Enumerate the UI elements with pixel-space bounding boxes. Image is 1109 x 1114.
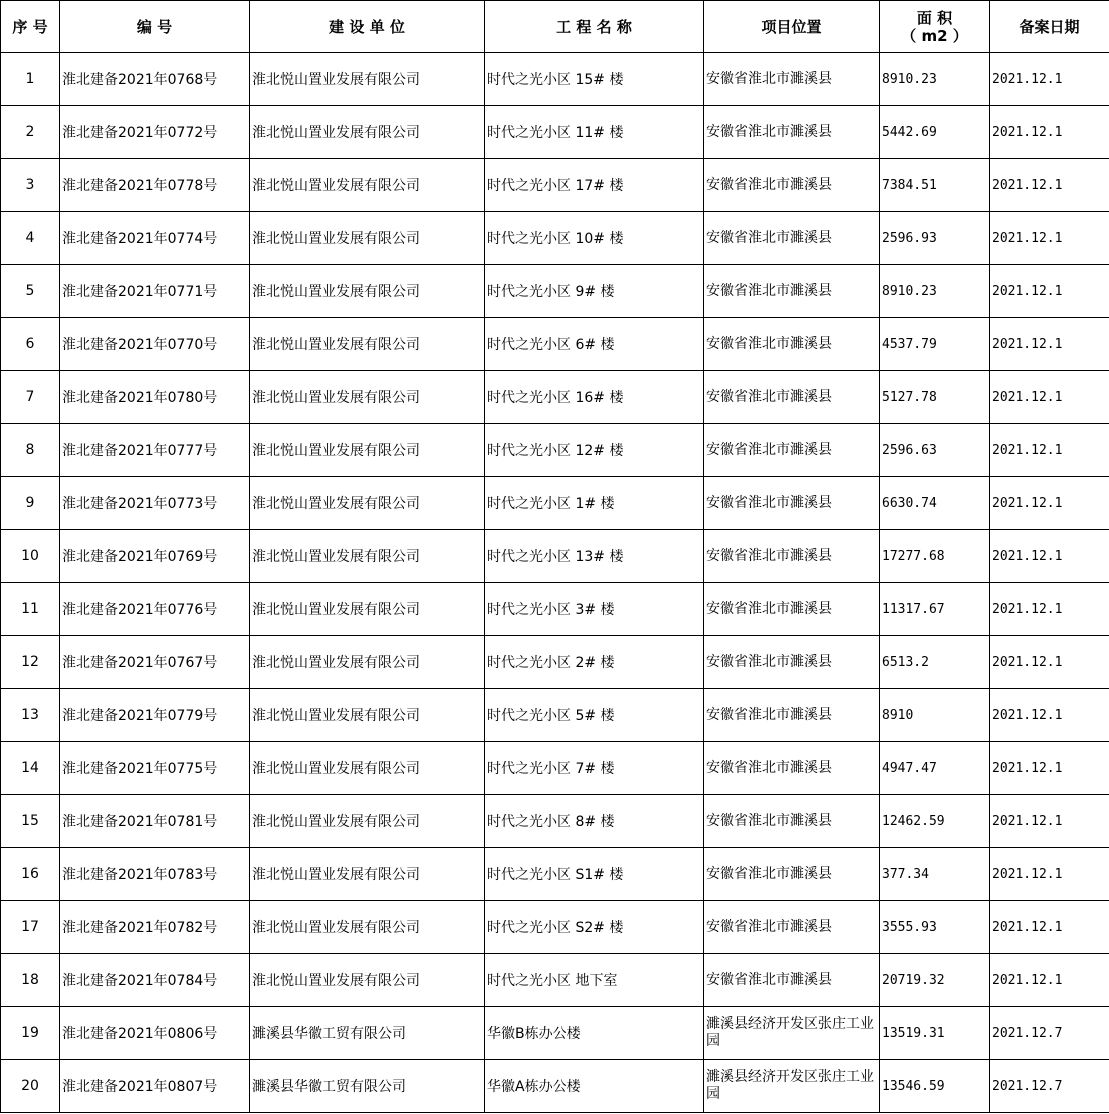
cell-area: 5442.69 [880, 106, 990, 159]
cell-unit: 淮北悦山置业发展有限公司 [250, 106, 485, 159]
table-row [1, 1007, 1109, 1060]
cell-location: 安徽省淮北市濉溪县 [704, 106, 880, 159]
cell-unit: 淮北悦山置业发展有限公司 [250, 689, 485, 742]
cell-code: 淮北建备2021年0776号 [60, 583, 250, 636]
cell-location: 安徽省淮北市濉溪县 [704, 424, 880, 477]
cell-date: 2021.12.1 [990, 636, 1109, 689]
table-row [1, 212, 1109, 265]
cell-unit: 淮北悦山置业发展有限公司 [250, 795, 485, 848]
cell-project: 时代之光小区 16# 楼 [485, 371, 704, 424]
cell-date: 2021.12.1 [990, 265, 1109, 318]
cell-area: 17277.68 [880, 530, 990, 583]
cell-project: 时代之光小区 13# 楼 [485, 530, 704, 583]
cell-date: 2021.12.1 [990, 371, 1109, 424]
table-row [1, 742, 1109, 795]
cell-project: 时代之光小区 S1# 楼 [485, 848, 704, 901]
table-row [1, 1060, 1109, 1113]
cell-location: 安徽省淮北市濉溪县 [704, 318, 880, 371]
cell-seq: 7 [1, 371, 60, 424]
cell-code: 淮北建备2021年0770号 [60, 318, 250, 371]
cell-location: 安徽省淮北市濉溪县 [704, 371, 880, 424]
cell-area: 4947.47 [880, 742, 990, 795]
cell-unit: 淮北悦山置业发展有限公司 [250, 583, 485, 636]
cell-seq: 8 [1, 424, 60, 477]
cell-location: 安徽省淮北市濉溪县 [704, 583, 880, 636]
cell-code: 淮北建备2021年0768号 [60, 53, 250, 106]
cell-project: 时代之光小区 11# 楼 [485, 106, 704, 159]
table-row [1, 530, 1109, 583]
header-seq: 序 号 [1, 1, 60, 53]
cell-date: 2021.12.1 [990, 53, 1109, 106]
cell-date: 2021.12.1 [990, 159, 1109, 212]
cell-code: 淮北建备2021年0774号 [60, 212, 250, 265]
cell-area: 11317.67 [880, 583, 990, 636]
cell-seq: 9 [1, 477, 60, 530]
cell-location: 安徽省淮北市濉溪县 [704, 636, 880, 689]
table-row [1, 583, 1109, 636]
cell-code: 淮北建备2021年0769号 [60, 530, 250, 583]
cell-date: 2021.12.1 [990, 954, 1109, 1007]
header-code: 编 号 [60, 1, 250, 53]
cell-unit: 淮北悦山置业发展有限公司 [250, 954, 485, 1007]
cell-date: 2021.12.1 [990, 742, 1109, 795]
cell-area: 6630.74 [880, 477, 990, 530]
cell-seq: 15 [1, 795, 60, 848]
table-row [1, 795, 1109, 848]
header-date: 备案日期 [990, 1, 1109, 53]
cell-project: 时代之光小区 9# 楼 [485, 265, 704, 318]
cell-area: 13519.31 [880, 1007, 990, 1060]
cell-project: 时代之光小区 S2# 楼 [485, 901, 704, 954]
cell-area: 13546.59 [880, 1060, 990, 1113]
cell-location: 安徽省淮北市濉溪县 [704, 742, 880, 795]
cell-project: 华徽A栋办公楼 [485, 1060, 704, 1113]
cell-location: 安徽省淮北市濉溪县 [704, 954, 880, 1007]
cell-date: 2021.12.1 [990, 477, 1109, 530]
cell-area: 8910.23 [880, 53, 990, 106]
cell-location: 安徽省淮北市濉溪县 [704, 212, 880, 265]
cell-unit: 淮北悦山置业发展有限公司 [250, 530, 485, 583]
cell-code: 淮北建备2021年0767号 [60, 636, 250, 689]
cell-area: 377.34 [880, 848, 990, 901]
table-row [1, 53, 1109, 106]
cell-location: 安徽省淮北市濉溪县 [704, 530, 880, 583]
cell-code: 淮北建备2021年0784号 [60, 954, 250, 1007]
cell-date: 2021.12.1 [990, 424, 1109, 477]
cell-seq: 5 [1, 265, 60, 318]
cell-code: 淮北建备2021年0781号 [60, 795, 250, 848]
cell-area: 3555.93 [880, 901, 990, 954]
cell-unit: 淮北悦山置业发展有限公司 [250, 212, 485, 265]
cell-code: 淮北建备2021年0777号 [60, 424, 250, 477]
cell-unit: 濉溪县华徽工贸有限公司 [250, 1007, 485, 1060]
cell-seq: 16 [1, 848, 60, 901]
cell-seq: 6 [1, 318, 60, 371]
table-row [1, 265, 1109, 318]
cell-location: 安徽省淮北市濉溪县 [704, 901, 880, 954]
cell-location: 安徽省淮北市濉溪县 [704, 689, 880, 742]
cell-date: 2021.12.1 [990, 318, 1109, 371]
cell-project: 时代之光小区 12# 楼 [485, 424, 704, 477]
cell-location: 安徽省淮北市濉溪县 [704, 477, 880, 530]
cell-seq: 3 [1, 159, 60, 212]
cell-location: 濉溪县经济开发区张庄工业园 [704, 1007, 880, 1060]
cell-seq: 18 [1, 954, 60, 1007]
cell-date: 2021.12.1 [990, 901, 1109, 954]
cell-project: 时代之光小区 10# 楼 [485, 212, 704, 265]
cell-date: 2021.12.1 [990, 689, 1109, 742]
cell-location: 安徽省淮北市濉溪县 [704, 159, 880, 212]
cell-project: 时代之光小区 2# 楼 [485, 636, 704, 689]
cell-unit: 淮北悦山置业发展有限公司 [250, 371, 485, 424]
cell-project: 时代之光小区 1# 楼 [485, 477, 704, 530]
cell-seq: 20 [1, 1060, 60, 1113]
cell-date: 2021.12.1 [990, 106, 1109, 159]
cell-date: 2021.12.7 [990, 1007, 1109, 1060]
cell-unit: 淮北悦山置业发展有限公司 [250, 159, 485, 212]
header-location: 项目位置 [704, 1, 880, 53]
cell-date: 2021.12.1 [990, 848, 1109, 901]
cell-seq: 11 [1, 583, 60, 636]
cell-area: 4537.79 [880, 318, 990, 371]
header-project: 工 程 名 称 [485, 1, 704, 53]
cell-area: 2596.93 [880, 212, 990, 265]
cell-project: 时代之光小区 3# 楼 [485, 583, 704, 636]
header-row [1, 1, 1109, 53]
header-area-line1: 面 积 [916, 8, 953, 27]
cell-project: 时代之光小区 15# 楼 [485, 53, 704, 106]
cell-seq: 2 [1, 106, 60, 159]
cell-unit: 淮北悦山置业发展有限公司 [250, 53, 485, 106]
cell-unit: 濉溪县华徽工贸有限公司 [250, 1060, 485, 1113]
cell-project: 时代之光小区 17# 楼 [485, 159, 704, 212]
cell-area: 20719.32 [880, 954, 990, 1007]
cell-code: 淮北建备2021年0806号 [60, 1007, 250, 1060]
table-row [1, 371, 1109, 424]
table-row [1, 106, 1109, 159]
cell-seq: 4 [1, 212, 60, 265]
cell-seq: 10 [1, 530, 60, 583]
cell-area: 2596.63 [880, 424, 990, 477]
table-row [1, 159, 1109, 212]
cell-code: 淮北建备2021年0783号 [60, 848, 250, 901]
cell-date: 2021.12.7 [990, 1060, 1109, 1113]
cell-area: 7384.51 [880, 159, 990, 212]
cell-code: 淮北建备2021年0807号 [60, 1060, 250, 1113]
cell-project: 时代之光小区 地下室 [485, 954, 704, 1007]
cell-code: 淮北建备2021年0772号 [60, 106, 250, 159]
cell-seq: 13 [1, 689, 60, 742]
cell-project: 时代之光小区 5# 楼 [485, 689, 704, 742]
cell-date: 2021.12.1 [990, 212, 1109, 265]
cell-seq: 12 [1, 636, 60, 689]
cell-code: 淮北建备2021年0775号 [60, 742, 250, 795]
cell-unit: 淮北悦山置业发展有限公司 [250, 424, 485, 477]
table-row [1, 901, 1109, 954]
table-row [1, 636, 1109, 689]
cell-date: 2021.12.1 [990, 530, 1109, 583]
cell-location: 安徽省淮北市濉溪县 [704, 848, 880, 901]
cell-unit: 淮北悦山置业发展有限公司 [250, 477, 485, 530]
cell-area: 6513.2 [880, 636, 990, 689]
cell-unit: 淮北悦山置业发展有限公司 [250, 318, 485, 371]
cell-project: 华徽B栋办公楼 [485, 1007, 704, 1060]
cell-project: 时代之光小区 7# 楼 [485, 742, 704, 795]
header-unit: 建 设 单 位 [250, 1, 485, 53]
table-row [1, 954, 1109, 1007]
cell-code: 淮北建备2021年0773号 [60, 477, 250, 530]
cell-unit: 淮北悦山置业发展有限公司 [250, 901, 485, 954]
header-area [880, 1, 990, 53]
cell-location: 安徽省淮北市濉溪县 [704, 53, 880, 106]
cell-code: 淮北建备2021年0778号 [60, 159, 250, 212]
table-row [1, 689, 1109, 742]
cell-date: 2021.12.1 [990, 583, 1109, 636]
table-row [1, 848, 1109, 901]
cell-area: 8910 [880, 689, 990, 742]
cell-seq: 17 [1, 901, 60, 954]
cell-date: 2021.12.1 [990, 795, 1109, 848]
cell-project: 时代之光小区 6# 楼 [485, 318, 704, 371]
cell-code: 淮北建备2021年0771号 [60, 265, 250, 318]
cell-area: 12462.59 [880, 795, 990, 848]
cell-code: 淮北建备2021年0779号 [60, 689, 250, 742]
cell-project: 时代之光小区 8# 楼 [485, 795, 704, 848]
cell-seq: 1 [1, 53, 60, 106]
cell-location: 濉溪县经济开发区张庄工业园 [704, 1060, 880, 1113]
cell-area: 5127.78 [880, 371, 990, 424]
cell-unit: 淮北悦山置业发展有限公司 [250, 636, 485, 689]
cell-unit: 淮北悦山置业发展有限公司 [250, 848, 485, 901]
cell-code: 淮北建备2021年0782号 [60, 901, 250, 954]
cell-location: 安徽省淮北市濉溪县 [704, 795, 880, 848]
cell-area: 8910.23 [880, 265, 990, 318]
table-row [1, 318, 1109, 371]
cell-unit: 淮北悦山置业发展有限公司 [250, 265, 485, 318]
cell-code: 淮北建备2021年0780号 [60, 371, 250, 424]
header-area-line2: （ m2 ） [901, 26, 968, 45]
table-row [1, 424, 1109, 477]
cell-unit: 淮北悦山置业发展有限公司 [250, 742, 485, 795]
table-row [1, 477, 1109, 530]
cell-location: 安徽省淮北市濉溪县 [704, 265, 880, 318]
cell-seq: 19 [1, 1007, 60, 1060]
cell-seq: 14 [1, 742, 60, 795]
